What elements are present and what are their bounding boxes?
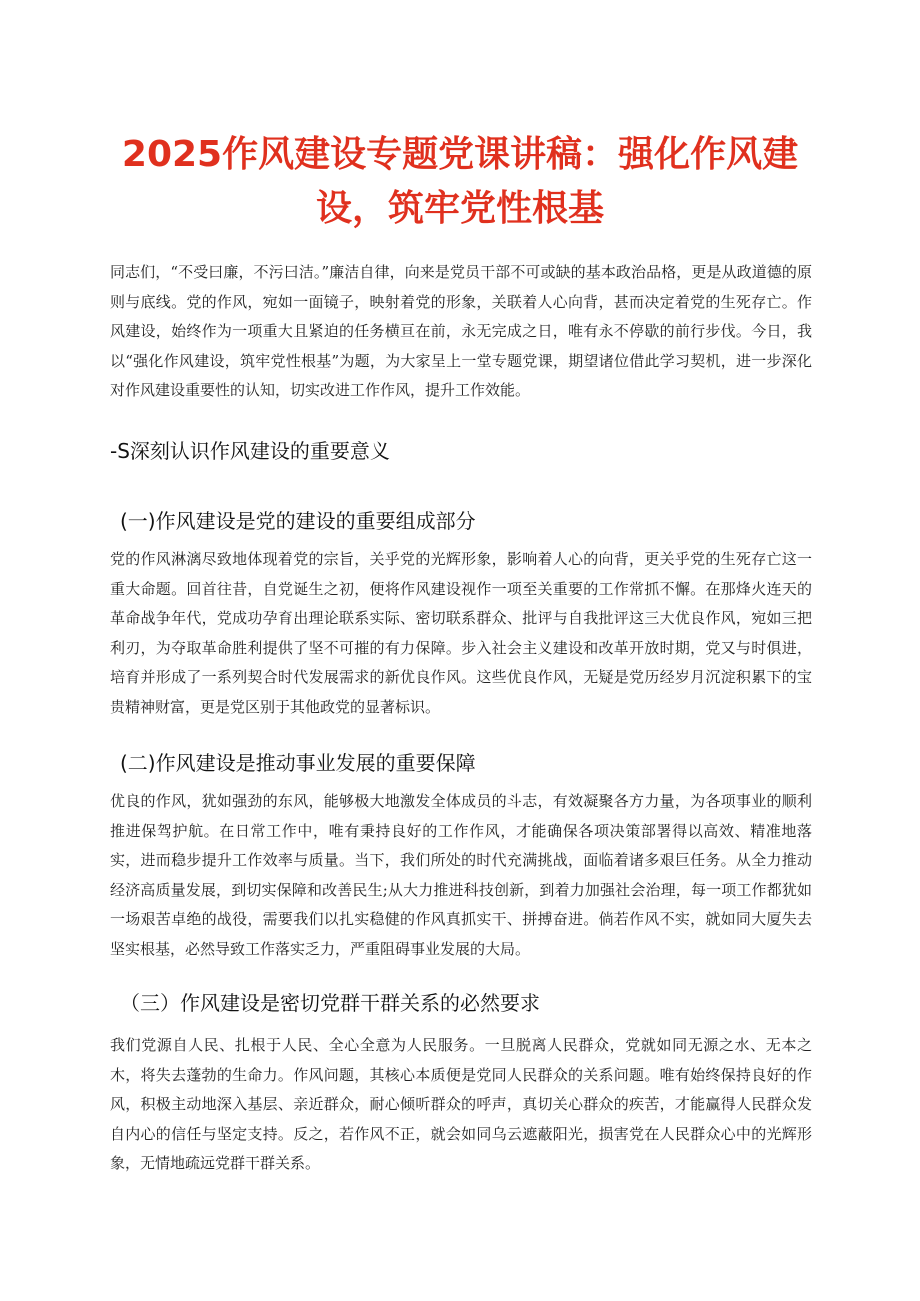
subsection-body-1: 党的作风淋漓尽致地体现着党的宗旨，关乎党的光辉形象，影响着人心的向背，更关乎党的生死存亡这一重大命题。回首往昔，自党诞生之初，便将作风建设视作一项至关重要的工作常抓不懈。在那烽火连天的革命战争年代，党成功孕育出理论联系实际、密切联系群众、批评与自我批评这三大优良作风，宛如三把利刃，为夺取革命胜利提供了坚不可摧的有力保障。步入社会主义建设和改革开放时期，党又与时俱进，培育并形成了一系列契合时代发展需求的新优良作风。这些优良作风，无疑是党历经岁月沉淀积累下的宝贵精神财富，更是党区别于其他政党的显著标识。 (110, 550, 812, 716)
section-heading-1: -S深刻认识作风建设的重要意义 (110, 439, 390, 463)
subsection-heading-3: （三）作风建设是密切党群干群关系的必然要求 (120, 991, 540, 1015)
subsection-heading-1: (一)作风建设是党的建设的重要组成部分 (120, 509, 476, 533)
document-title: 2025作风建设专题党课讲稿：强化作风建设，筑牢党性根基 (121, 134, 799, 229)
subsection-heading-2: (二)作风建设是推动事业发展的重要保障 (120, 751, 476, 775)
subsection-body-3: 我们党源自人民、扎根于人民、全心全意为人民服务。一旦脱离人民群众，党就如同无源之水、无本之木，将失去蓬勃的生命力。作风问题，其核心本质便是党同人民群众的关系问题。唯有始终保持良好的作风，积极主动地深入基层、亲近群众，耐心倾听群众的呼声，真切关心群众的疾苦，才能赢得人民群众发自内心的信任与坚定支持。反之，若作风不正，就会如同乌云遮蔽阳光，损害党在人民群众心中的光辉形象，无情地疏远党群干群关系。 (110, 1036, 812, 1172)
intro-paragraph: 同志们，“不受曰廉，不污曰洁。”廉洁自律，向来是党员干部不可或缺的基本政治品格，更是从政道德的原则与底线。党的作风，宛如一面镜子，映射着党的形象，关联着人心向背，甚而决定着党的生死存亡。作风建设，始终作为一项重大且紧迫的任务横亘在前，永无完成之日，唯有永不停歇的前行步伐。今日，我以“强化作风建设，筑牢党性根基”为题，为大家呈上一堂专题党课，期望诸位借此学习契机，进一步深化对作风建设重要性的认知，切实改进工作作风，提升工作效能。 (110, 263, 812, 399)
subsection-body-2: 优良的作风，犹如强劲的东风，能够极大地激发全体成员的斗志，有效凝聚各方力量，为各项事业的顺利推进保驾护航。在日常工作中，唯有秉持良好的工作作风，才能确保各项决策部署得以高效、精准地落实，进而稳步提升工作效率与质量。当下，我们所处的时代充满挑战，面临着诸多艰巨任务。从全力推动经济高质量发展，到切实保障和改善民生;从大力推进科技创新，到着力加强社会治理，每一项工作都犹如一场艰苦卓绝的战役，需要我们以扎实稳健的作风真抓实干、拼搏奋进。倘若作风不实，就如同大厦失去坚实根基，必然导致工作落实乏力，严重阻碍事业发展的大局。 (110, 792, 812, 958)
